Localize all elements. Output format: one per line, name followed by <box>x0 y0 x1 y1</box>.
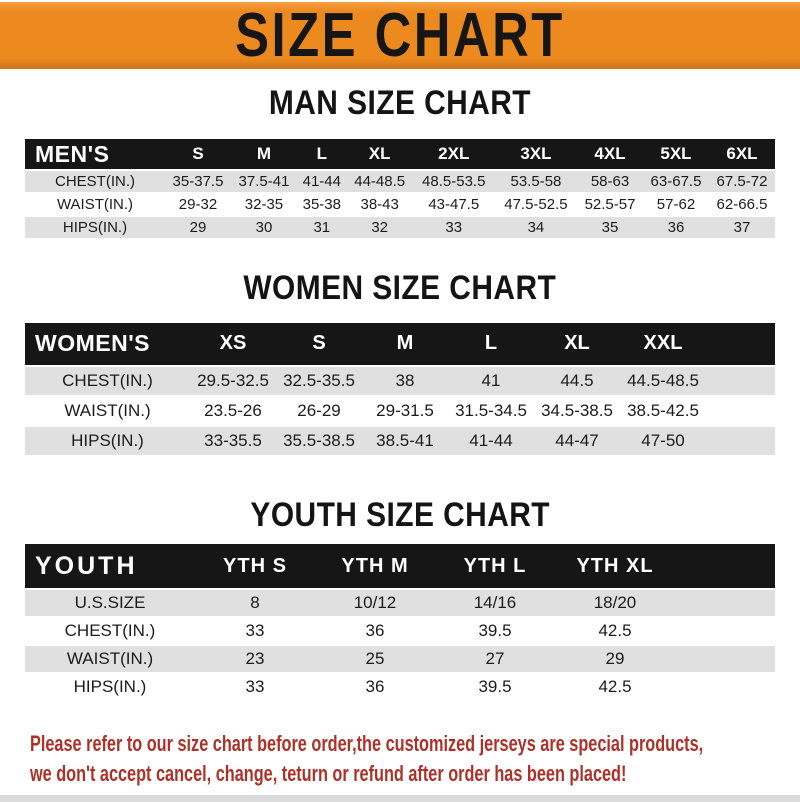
row-label: CHEST(IN.) <box>25 171 165 192</box>
spacer-cell <box>675 618 775 644</box>
cell: 47.5-52.5 <box>495 194 577 215</box>
cell: 34 <box>495 217 577 238</box>
spacer-cell <box>675 646 775 672</box>
cell: 10/12 <box>315 590 435 616</box>
column-header: 4XL <box>577 139 643 169</box>
spacer-cell <box>675 544 775 588</box>
cell: 38 <box>362 367 448 395</box>
footer-note <box>30 729 800 789</box>
cell: 33 <box>413 217 495 238</box>
womens-corner-label: WOMEN'S <box>25 323 190 365</box>
cell: 41 <box>448 367 534 395</box>
table-row <box>25 646 775 672</box>
spacer-cell <box>706 367 775 395</box>
cell: 32-35 <box>231 194 297 215</box>
womens-header-row <box>25 323 775 365</box>
cell: 41-44 <box>448 427 534 455</box>
cell: 30 <box>231 217 297 238</box>
row-label: WAIST(IN.) <box>25 397 190 425</box>
banner-title: SIZE CHART <box>235 0 565 70</box>
cell: 67.5-72 <box>709 171 775 192</box>
column-header: 3XL <box>495 139 577 169</box>
column-header: YTH M <box>315 544 435 588</box>
table-row <box>25 194 775 215</box>
cell: 34.5-38.5 <box>534 397 620 425</box>
table-row <box>25 674 775 700</box>
column-header: 5XL <box>643 139 709 169</box>
cell: 27 <box>435 646 555 672</box>
cell: 33-35.5 <box>190 427 276 455</box>
table-row <box>25 590 775 616</box>
cell: 8 <box>195 590 315 616</box>
table-row <box>25 427 775 455</box>
column-header: YTH S <box>195 544 315 588</box>
cell: 33 <box>195 674 315 700</box>
column-header: S <box>165 139 231 169</box>
cell: 38.5-41 <box>362 427 448 455</box>
cell: 48.5-53.5 <box>413 171 495 192</box>
column-header: XXL <box>620 323 706 365</box>
cell: 33 <box>195 618 315 644</box>
column-header: 2XL <box>413 139 495 169</box>
cell: 31 <box>297 217 347 238</box>
youth-section-title <box>0 497 800 534</box>
column-header: 6XL <box>709 139 775 169</box>
column-header: XL <box>347 139 413 169</box>
cell: 26-29 <box>276 397 362 425</box>
cell: 44-47 <box>534 427 620 455</box>
row-label: WAIST(IN.) <box>25 646 195 672</box>
cell: 36 <box>315 618 435 644</box>
cell: 32 <box>347 217 413 238</box>
cell: 44-48.5 <box>347 171 413 192</box>
cell: 44.5 <box>534 367 620 395</box>
cell: 35.5-38.5 <box>276 427 362 455</box>
cell: 53.5-58 <box>495 171 577 192</box>
youth-size-table <box>25 542 775 702</box>
spacer-cell <box>675 590 775 616</box>
footer-line-2: we don't accept cancel, change, teturn or refund after order has been placed! <box>30 761 627 787</box>
cell: 47-50 <box>620 427 706 455</box>
row-label: U.S.SIZE <box>25 590 195 616</box>
cell: 52.5-57 <box>577 194 643 215</box>
cell: 39.5 <box>435 618 555 644</box>
size-chart-banner <box>0 2 800 69</box>
cell: 35-38 <box>297 194 347 215</box>
table-row <box>25 367 775 395</box>
man-section-title <box>0 85 800 122</box>
cell: 41-44 <box>297 171 347 192</box>
column-header: XL <box>534 323 620 365</box>
cell: 38-43 <box>347 194 413 215</box>
cell: 35 <box>577 217 643 238</box>
column-header: YTH L <box>435 544 555 588</box>
cell: 38.5-42.5 <box>620 397 706 425</box>
cell: 35-37.5 <box>165 171 231 192</box>
cell: 14/16 <box>435 590 555 616</box>
row-label: HIPS(IN.) <box>25 674 195 700</box>
cell: 29 <box>555 646 675 672</box>
column-header: M <box>231 139 297 169</box>
spacer-cell <box>675 674 775 700</box>
cell: 44.5-48.5 <box>620 367 706 395</box>
spacer-cell <box>706 397 775 425</box>
footer-line-1: Please refer to our size chart before order,the customized jerseys are special products, <box>30 731 704 757</box>
column-header: M <box>362 323 448 365</box>
column-header: L <box>448 323 534 365</box>
youth-header-row <box>25 544 775 588</box>
cell: 29-32 <box>165 194 231 215</box>
cell: 23.5-26 <box>190 397 276 425</box>
cell: 18/20 <box>555 590 675 616</box>
cell: 36 <box>315 674 435 700</box>
table-row <box>25 618 775 644</box>
column-header: XS <box>190 323 276 365</box>
cell: 42.5 <box>555 618 675 644</box>
row-label: HIPS(IN.) <box>25 427 190 455</box>
cell: 29.5-32.5 <box>190 367 276 395</box>
column-header: S <box>276 323 362 365</box>
cell: 58-63 <box>577 171 643 192</box>
mens-corner-label: MEN'S <box>25 139 165 169</box>
cell: 62-66.5 <box>709 194 775 215</box>
column-header: YTH XL <box>555 544 675 588</box>
cell: 29 <box>165 217 231 238</box>
cell: 23 <box>195 646 315 672</box>
table-row <box>25 171 775 192</box>
table-row <box>25 217 775 238</box>
spacer-cell <box>706 323 775 365</box>
cell: 32.5-35.5 <box>276 367 362 395</box>
row-label: HIPS(IN.) <box>25 217 165 238</box>
cell: 29-31.5 <box>362 397 448 425</box>
spacer-cell <box>706 427 775 455</box>
mens-size-table <box>25 137 775 240</box>
cell: 37 <box>709 217 775 238</box>
row-label: WAIST(IN.) <box>25 194 165 215</box>
women-section-title <box>0 270 800 307</box>
cell: 43-47.5 <box>413 194 495 215</box>
cell: 25 <box>315 646 435 672</box>
row-label: CHEST(IN.) <box>25 618 195 644</box>
mens-header-row <box>25 139 775 169</box>
row-label: CHEST(IN.) <box>25 367 190 395</box>
youth-corner-label: YOUTH <box>25 544 195 588</box>
cell: 37.5-41 <box>231 171 297 192</box>
cell: 42.5 <box>555 674 675 700</box>
women-section-title-text: WOMEN SIZE CHART <box>243 269 557 308</box>
bottom-edge-strip <box>0 795 800 802</box>
youth-section-title-text: YOUTH SIZE CHART <box>250 495 550 534</box>
cell: 31.5-34.5 <box>448 397 534 425</box>
cell: 39.5 <box>435 674 555 700</box>
womens-size-table <box>25 321 775 457</box>
table-row <box>25 397 775 425</box>
man-section-title-text: MAN SIZE CHART <box>268 84 532 122</box>
cell: 36 <box>643 217 709 238</box>
column-header: L <box>297 139 347 169</box>
cell: 57-62 <box>643 194 709 215</box>
cell: 63-67.5 <box>643 171 709 192</box>
